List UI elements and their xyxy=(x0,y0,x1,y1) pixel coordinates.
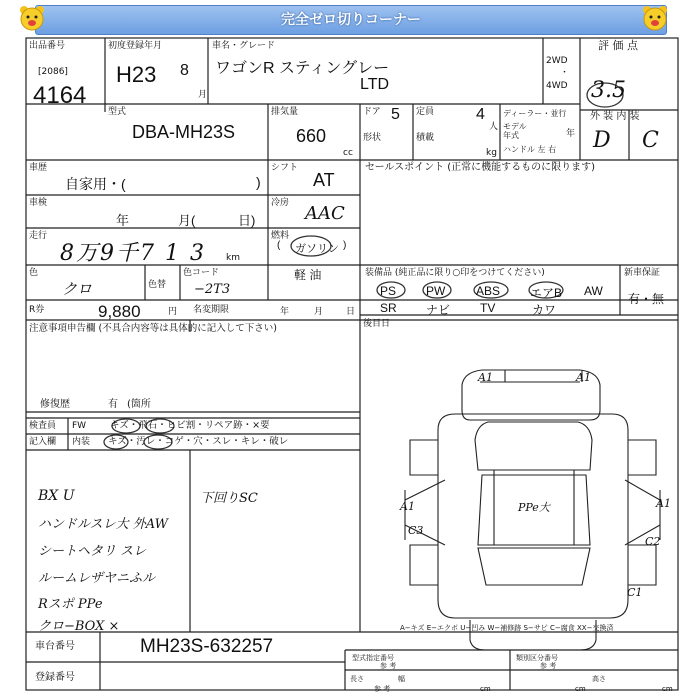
length-label: 長さ xyxy=(350,675,364,683)
inside-damage-codes: キズ・汚レ・コゲ・穴・スレ・キレ・破レ xyxy=(108,436,289,447)
equipment-ps: PS xyxy=(380,284,397,298)
equipment-navi: ナビ xyxy=(426,303,451,317)
capacity-value: 4 xyxy=(476,106,485,123)
drive-dot: ・ xyxy=(560,68,570,78)
model-year-label-b: 年式 xyxy=(503,131,519,140)
handwritten-line-3: シートヘタリ スレ xyxy=(38,544,147,559)
notes-label: 注意事項申告欄 (不具合内容等は具体的に記入して下さい) xyxy=(29,323,277,334)
equipment-abs: ABS xyxy=(476,284,501,298)
mileage-label: 走行 xyxy=(29,231,48,241)
interior-grade: C xyxy=(642,128,659,153)
inspection-label: 車検 xyxy=(29,198,48,208)
diagram-mark-c1: C1 xyxy=(627,586,643,599)
shape-label: 形状 xyxy=(363,133,382,143)
fuel-gasoline: ガソリン xyxy=(295,243,339,255)
capacity-unit: 人 xyxy=(489,122,499,132)
history-close: ) xyxy=(256,174,261,190)
aircon-label: 冷房 xyxy=(271,198,290,208)
shift-label: シフト xyxy=(271,163,299,173)
aircon-value: AAC xyxy=(305,203,345,224)
shift-value: AT xyxy=(313,170,335,190)
inside-label: 内装 xyxy=(72,437,91,447)
displacement-unit: cc xyxy=(343,148,353,158)
equipment-aw: AW xyxy=(584,284,603,298)
lot-label: 出品番号 xyxy=(29,41,66,51)
model-grade: LTD xyxy=(360,76,390,93)
mileage-value: 8万9千7 1 3 xyxy=(60,241,206,266)
color-value: クロ xyxy=(62,280,93,298)
diagram-mark-c3: C3 xyxy=(408,524,424,537)
repair-value: 有 xyxy=(108,399,118,410)
exterior-interior-label: 外 装 内 装 xyxy=(590,111,640,122)
lot-sub-number: [2086] xyxy=(38,67,68,77)
load-unit: kg xyxy=(486,148,497,158)
capacity-label: 定員 xyxy=(416,107,435,117)
width-unit: cm xyxy=(575,685,586,693)
inspection-year: 年 xyxy=(116,213,130,228)
doors-value: 5 xyxy=(391,106,400,123)
fuel-close-paren: ) xyxy=(343,240,347,251)
handwritten-line-2: ハンドルスレ大 外AW xyxy=(38,517,168,532)
model-label: 車名・グレード xyxy=(212,41,276,51)
warranty-value: 有・無 xyxy=(628,292,665,306)
sales-point-label: セールスポイント (正常に機能するものに限ります) xyxy=(365,162,596,173)
displacement-label: 排気量 xyxy=(271,107,299,117)
height-label: 高さ xyxy=(592,675,606,683)
inspector-label-2: 記入欄 xyxy=(29,437,57,447)
price-unit: 円 xyxy=(168,307,178,317)
length-unit: cm xyxy=(480,685,491,693)
drive-2wd: 2WD xyxy=(546,56,568,66)
header-banner: 完全ゼロ切りコーナー xyxy=(35,5,667,35)
load-label: 積載 xyxy=(416,133,435,143)
diagram-mark-a1-front-left: A1 xyxy=(478,371,493,384)
inspection-day: 日) xyxy=(238,213,256,228)
fw-damage-codes: キズ・飛石・ヒビ割・リペア跡・×要 xyxy=(110,420,270,431)
registration-month: 8 xyxy=(180,62,189,79)
diagram-mark-c2: C2 xyxy=(645,535,661,548)
score-label: 評 価 点 xyxy=(598,39,638,52)
name-change-year: 年 xyxy=(280,307,290,317)
chassis-label: 車台番号 xyxy=(35,641,75,652)
drive-4wd: 4WD xyxy=(546,81,568,91)
repair-place: (箇所 xyxy=(127,399,151,410)
fuel-label: 燃料 xyxy=(271,231,290,241)
type-label: 型式 xyxy=(108,107,127,117)
registration-label: 初度登録年月 xyxy=(108,41,163,51)
history-value: 自家用・( xyxy=(65,176,126,192)
registration-month-unit: 月 xyxy=(198,90,208,100)
equipment-pw: PW xyxy=(426,284,446,298)
fuel-open-paren: ( xyxy=(277,240,281,251)
doors-label: ドア xyxy=(363,107,381,117)
handwritten-line-5: Rスポ PPe xyxy=(38,597,103,612)
model-year-label-a: モデル xyxy=(503,122,527,131)
equipment-tv: TV xyxy=(480,301,496,315)
diagram-mark-ppe: PPe大 xyxy=(518,501,550,514)
color-change-label: 色替 xyxy=(148,280,167,290)
handwritten-line-4: ルームレザヤニふル xyxy=(38,571,156,586)
model-year-unit: 年 xyxy=(566,129,576,139)
warranty-label: 新車保証 xyxy=(624,268,661,278)
equipment-leather: カワ xyxy=(532,303,557,317)
score-value: 3.5 xyxy=(591,78,626,103)
type-value: DBA-MH23S xyxy=(132,122,236,142)
color-code-label: 色コード xyxy=(183,268,220,278)
color-label: 色 xyxy=(29,268,39,278)
repair-label: 修復歴 xyxy=(40,399,70,410)
equipment-label: 装備品 (純正品に限り○印をつけてください) xyxy=(365,268,545,278)
equipment-airbag: エアB xyxy=(530,286,563,300)
exterior-grade: D xyxy=(593,128,611,153)
name-change-label: 名変期限 xyxy=(193,305,230,315)
name-change-day: 日 xyxy=(346,307,356,317)
width-label: 幅 xyxy=(398,675,405,683)
diagram-mark-a1-left: A1 xyxy=(400,500,415,513)
inspection-month: 月( xyxy=(178,213,196,228)
class-ref-label: 参 考 xyxy=(540,662,557,670)
damage-legend: A−キズ E−エクボ U−凹み W−補修跡 S−サビ C−腐食 XX−交換済 xyxy=(400,624,614,632)
diagram-mark-a1-right: A1 xyxy=(656,497,671,510)
lot-number: 4164 xyxy=(33,82,87,109)
history-label: 車歴 xyxy=(29,163,48,173)
after-seat-label: 後目日 xyxy=(363,319,391,329)
fw-label: FW xyxy=(72,421,87,431)
handle-side: ハンドル 左 右 xyxy=(503,145,557,154)
handwritten-right-note: 下回りSC xyxy=(200,491,258,506)
handwritten-line-1: BX U xyxy=(38,488,75,504)
price-value: 9,880 xyxy=(98,302,141,321)
class-number-label: 類別区分番号 xyxy=(516,654,558,662)
length-ref-label: 参 考 xyxy=(374,685,391,693)
model-name: ワゴンR スティングレー xyxy=(215,60,390,77)
fuel-diesel: 軽 油 xyxy=(294,268,322,282)
height-unit: cm xyxy=(662,685,673,693)
registration-era-year: H23 xyxy=(116,62,157,87)
designated-ref-label: 参 考 xyxy=(380,662,397,670)
displacement-value: 660 xyxy=(296,126,327,146)
inspector-label: 検査員 xyxy=(29,421,57,431)
chassis-number: MH23S-632257 xyxy=(140,636,274,657)
equipment-sr: SR xyxy=(380,301,397,315)
registration-number-label: 登録番号 xyxy=(35,672,75,683)
handwritten-line-6: クロ−BOX × xyxy=(38,619,120,634)
mileage-unit: km xyxy=(226,253,240,263)
color-code-value: −2T3 xyxy=(194,282,231,297)
diagram-mark-a1-front-right: A1 xyxy=(576,371,591,384)
price-label: R券 xyxy=(29,305,45,315)
designated-number-label: 型式指定番号 xyxy=(352,654,394,662)
dealer-label: ディーラー・並行 xyxy=(503,109,567,118)
name-change-month: 月 xyxy=(314,307,324,317)
